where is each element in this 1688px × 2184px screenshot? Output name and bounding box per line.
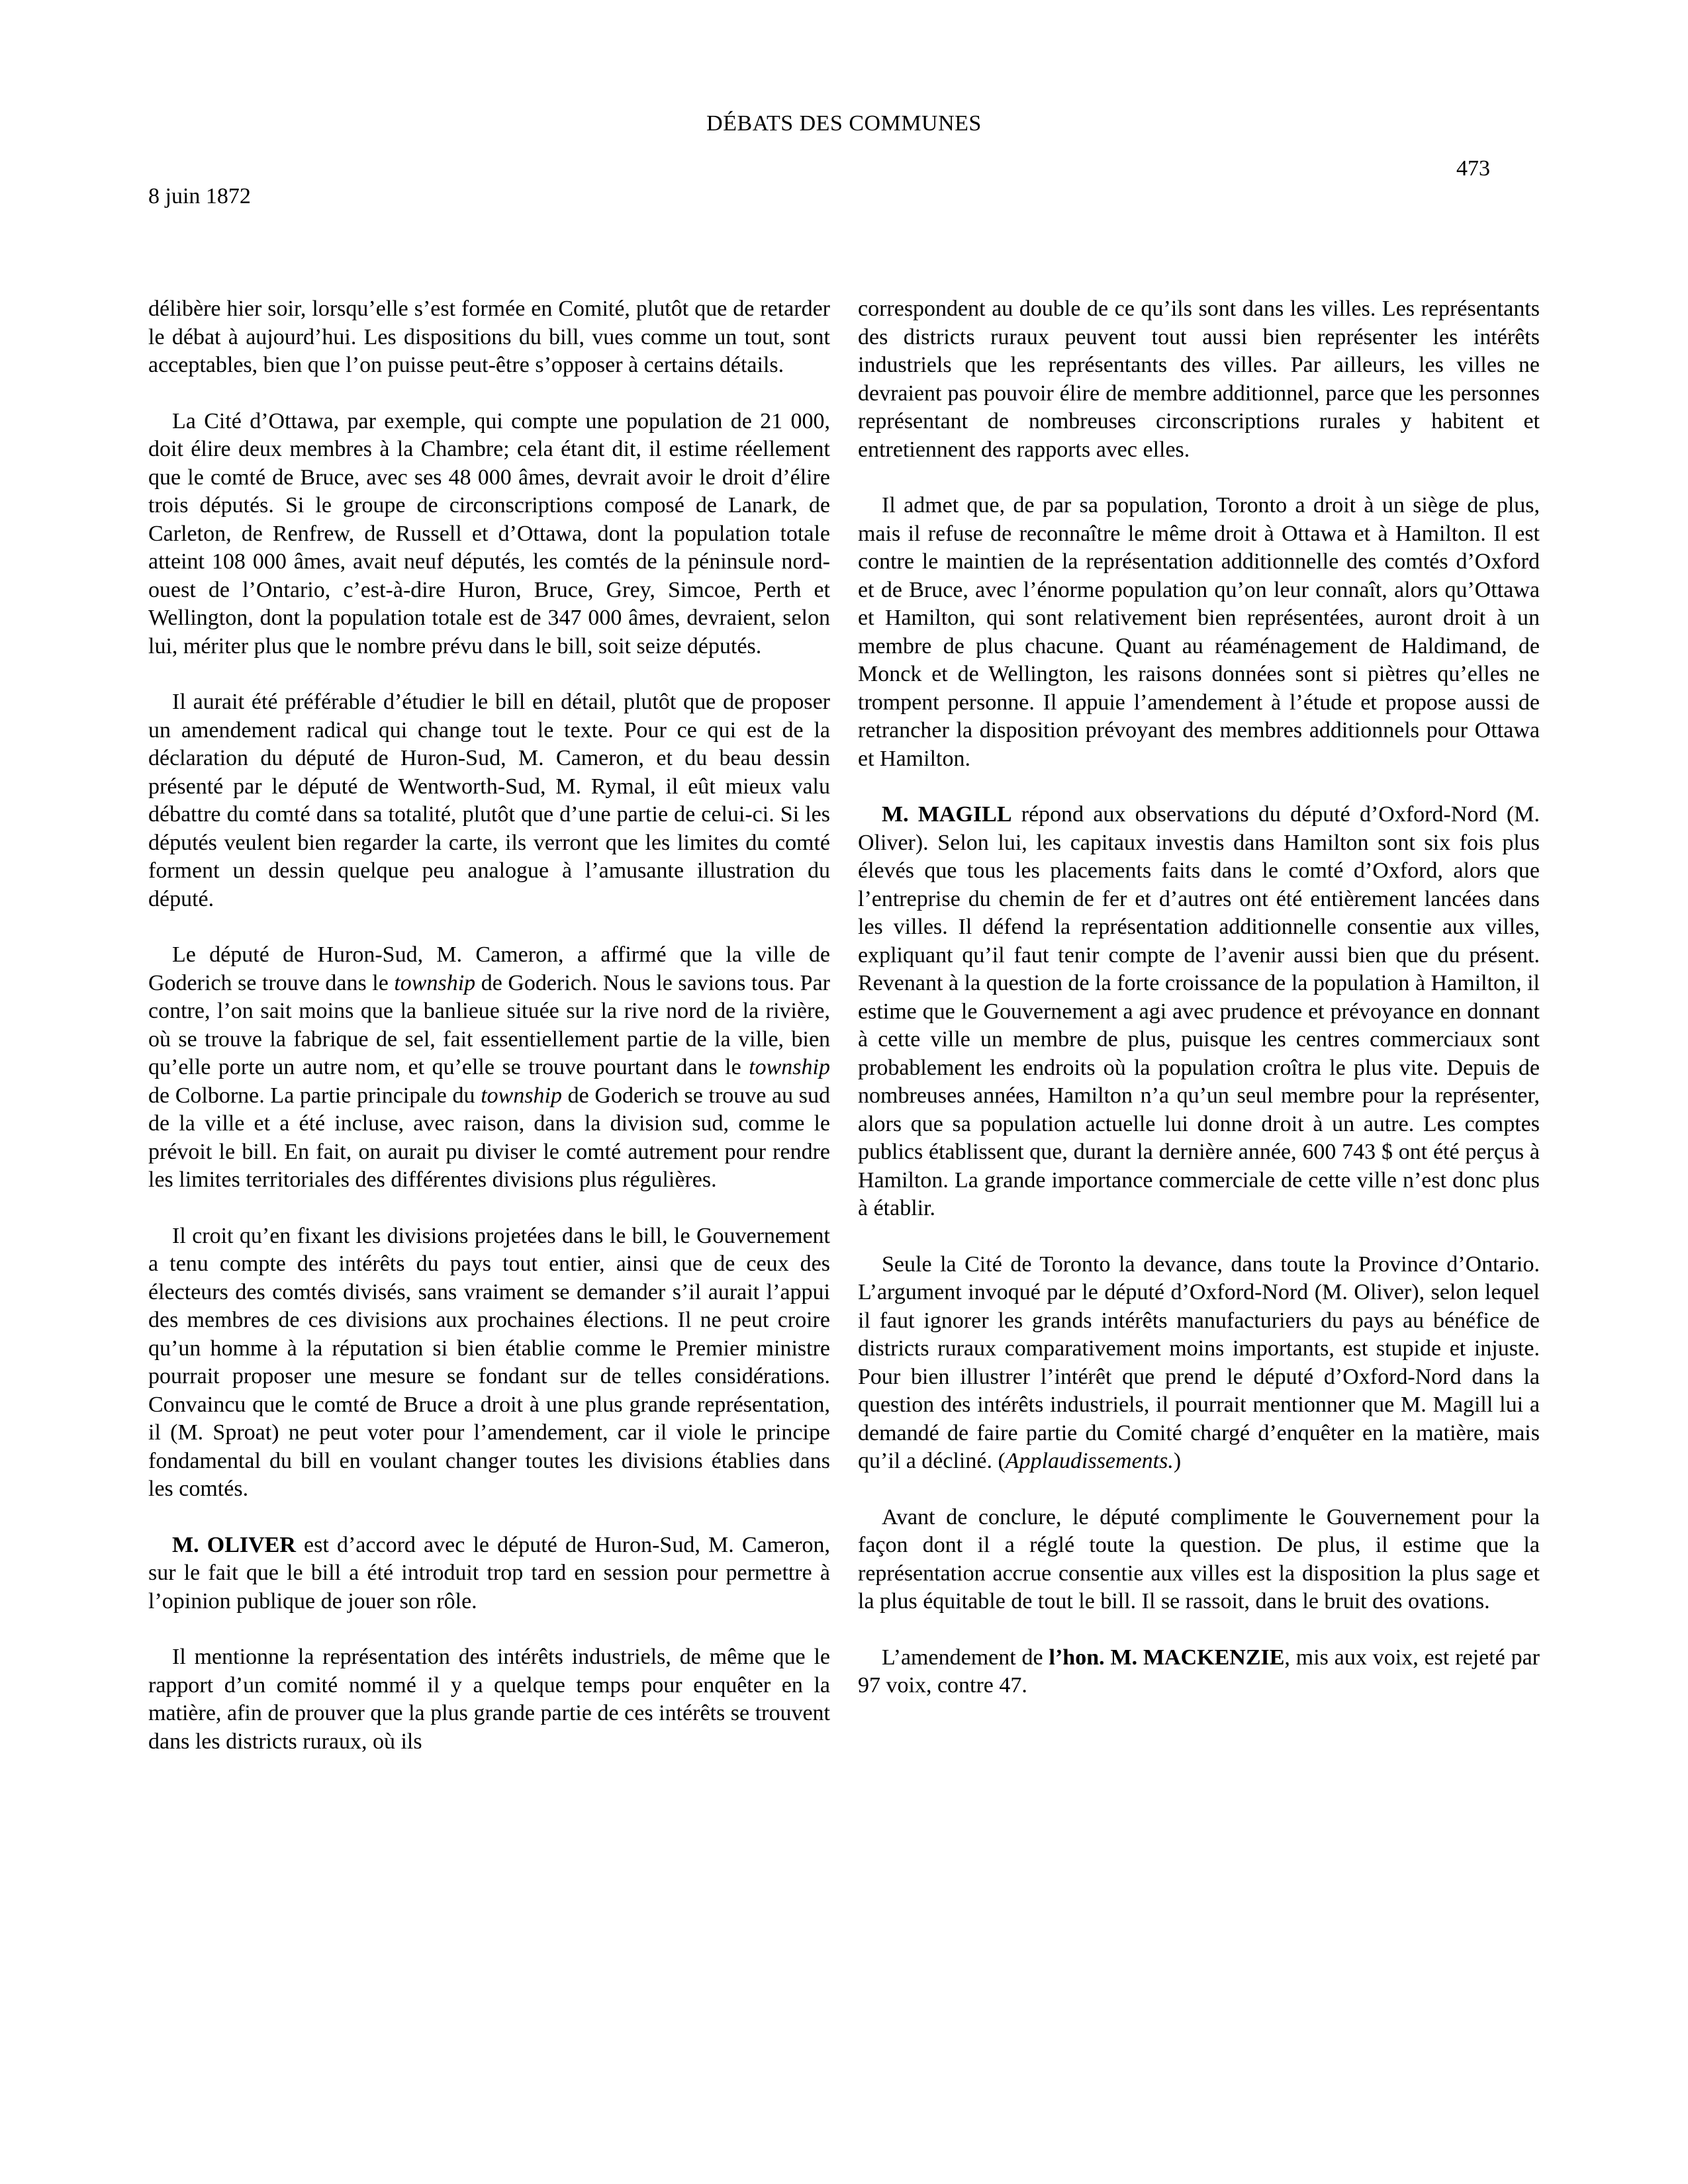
italic-term: Applaudissements. [1005, 1449, 1174, 1473]
sitting-date: 8 juin 1872 [148, 184, 251, 208]
paragraph: Il admet que, de par sa population, Toronto a droit à un siège de plus, mais il refuse de reconnaître le même droit à Ottawa et à Hamilton. Il est contre le maintien de la représentation additionnelle des comtés d’Oxford et de Bruce, avec l’énorme population qu’on leur connaît, alors qu’Ottawa et Hamilton, qui sont relativement bien représentées, auront droit à un membre de plus chacune. Quant au réaménagement de Haldimand, de Monck et de Wellington, les raisons données sont si piètres qu’elles ne trompent personne. Il appuie l’amendement à l’étude et propose aussi de retrancher la disposition prévoyant des membres additionnels pour Ottawa et Hamilton. [858, 493, 1540, 771]
text-run: de Goderich se trouve au sud de la ville et a été incluse, avec raison, dans la division sud, comme le prévoit le bill. En fait, on aurait pu diviser le comté autrement pour rendre les limites territoriales des différentes divisions plus régulières. [148, 1083, 830, 1192]
paragraph [858, 801, 1540, 1223]
italic-term: township [481, 1083, 563, 1108]
text-run: , mis aux voix, est rejeté par 97 voix, contre 47. [858, 1645, 1540, 1698]
paragraph [858, 1251, 1540, 1476]
italic-term: township [394, 970, 476, 995]
text-run: de Goderich. Nous le savions tous. Par contre, l’on sait moins que la banlieue située sur la rive nord de la rivière, où se trouve la fabrique de sel, fait essentiellement partie de la ville, bien qu’elle porte un autre nom, et qu’elle se trouve pourtant dans le [148, 970, 831, 1079]
paragraph: Il mentionne la représentation des intérêts industriels, de même que le rapport d’un comité nommé il y a quelque temps pour enquêter en la matière, afin de prouver que la plus grande partie de ces intérêts se trouvent dans les districts ruraux, où ils [148, 1645, 830, 1754]
text-run: répond aux observations du député d’Oxford-Nord (M. Oliver). Selon lui, les capitaux investis dans Hamilton sont six fois plus élevés que tous les placements faits dans le comté d’Oxford, alors que l’entreprise du chemin de fer et d’autres ont été entièrement lancées dans les villes. Il défend la représentation additionnelle consentie aux villes, expliquant qu’il faut tenir compte de l’avenir aussi bien que du présent. Revenant à la question de la forte croissance de la population à Hamilton, il estime que le Gouvernement a agi avec prudence et prévoyance en donnant à cette ville un membre de plus, puisque les centres commerciaux sont probablement les endroits où la population croîtra le plus vite. Depuis de nombreuses années, Hamilton n’a qu’un seul membre pour la représenter, alors que sa population actuelle lui donne droit à un autre. Les comptes publics établissent que, durant la dernière année, 600 743 $ ont été perçus à Hamilton. La grande importance commerciale de cette ville n’est donc plus à établir. [858, 802, 1540, 1220]
paragraph: Il croit qu’en fixant les divisions projetées dans le bill, le Gouvernement a tenu compte des intérêts du pays tout entier, ainsi que de ceux des électeurs des comtés divisés, sans vraiment se demander s’il aurait l’appui des membres de ces divisions aux prochaines élections. Il ne peut croire qu’un homme à la réputation si bien établie comme le Premier ministre pourrait proposer une mesure se fondant sur de telles considérations. Convaincu que le comté de Bruce a droit à une plus grande représentation, il (M. Sproat) ne peut voter pour l’amendement, car il viole le principe fondamental du bill en voulant changer toutes les divisions établies dans les comtés. [148, 1223, 830, 1501]
speaker-name: M. MAGILL [882, 802, 1012, 827]
text-run: L’amendement de [882, 1645, 1049, 1670]
paragraph: délibère hier soir, lorsqu’elle s’est formée en Comité, plutôt que de retarder le débat à aujourd’hui. Les dispositions du bill, vues comme un tout, sont acceptables, bien que l’on puisse peut-être s’opposer à certains détails. [148, 296, 830, 377]
paragraph: correspondent au double de ce qu’ils sont dans les villes. Les représentants des districts ruraux peuvent tout aussi bien représenter les intérêts industriels que les représentants des villes. Par ailleurs, les villes ne devraient pas pouvoir élire de membre additionnel, parce que les personnes représentant de nombreuses circonscriptions rurales y habitent et entretiennent des rapports avec elles. [858, 296, 1540, 462]
italic-term: township [749, 1055, 830, 1079]
text-run: de Colborne. La partie principale du [148, 1083, 481, 1108]
speaker-name: M. OLIVER [172, 1532, 296, 1557]
text-run: est d’accord avec le député de Huron-Sud, M. Cameron, sur le fait que le bill a été introduit trop tard en session pour permettre à l’opinion publique de jouer son rôle. [148, 1532, 830, 1614]
right-column [858, 295, 1540, 1728]
paragraph [148, 941, 830, 1195]
journal-title: DÉBATS DES COMMUNES [706, 111, 982, 136]
paragraph: Avant de conclure, le député complimente le Gouvernement pour la façon dont il a réglé toute la question. De plus, il estime que la représentation accrue consentie aux villes est la disposition la plus sage et la plus équitable de tout le bill. Il se rassoit, dans le bruit des ovations. [858, 1504, 1540, 1614]
paragraph: Il aurait été préférable d’étudier le bill en détail, plutôt que de proposer un amendement radical qui change tout le texte. Pour ce qui est de la déclaration du député de Huron-Sud, M. Cameron, et du beau dessin présenté par le député de Wentworth-Sud, M. Rymal, il eût mieux valu débattre du comté dans sa totalité, plutôt que d’une partie de celui-ci. Si les députés veulent bien regarder la carte, ils verront que les limites du comté forment un dessin quelque peu analogue à l’amusante illustration du député. [148, 690, 830, 911]
paragraph: La Cité d’Ottawa, par exemple, qui compte une population de 21 000, doit élire deux membres à la Chambre; cela étant dit, il estime réellement que le comté de Bruce, avec ses 48 000 âmes, devrait avoir le droit d’élire trois députés. Si le groupe de circonscriptions composé de Lanark, de Carleton, de Renfrew, de Russell et d’Ottawa, dont la population totale atteint 108 000 âmes, avait neuf députés, les comtés de la péninsule nord-ouest de l’Ontario, c’est-à-dire Huron, Bruce, Grey, Simcoe, Perth et Wellington, dont la population totale est de 347 000 âmes, devraient, selon lui, mériter plus que le nombre prévu dans le bill, soit seize députés. [148, 408, 830, 659]
text-run: Seule la Cité de Toronto la devance, dans toute la Province d’Ontario. L’argument invoqué par le député d’Oxford-Nord (M. Oliver), selon lequel il faut ignorer les grands intérêts manufacturiers du pays au bénéfice de districts ruraux comparativement moins importants, est stupide et injuste. Pour bien illustrer l’intérêt que prend le député d’Oxford-Nord dans la question des intérêts industriels, il pourrait mentionner que M. Magill lui a demandé de faire partie du Comité chargé d’enquêter en la matière, mais qu’il a décliné. ( [858, 1251, 1540, 1473]
paragraph [858, 1644, 1540, 1700]
paragraph [148, 1531, 830, 1616]
page-number: 473 [1456, 156, 1490, 181]
left-column [148, 295, 830, 1784]
text-run: ) [1173, 1449, 1182, 1473]
speaker-name: l’hon. M. MACKENZIE [1049, 1645, 1285, 1670]
text-run: Le député de Huron-Sud, M. Cameron, a affirmé que la ville de Goderich se trouve dans le [148, 942, 830, 995]
